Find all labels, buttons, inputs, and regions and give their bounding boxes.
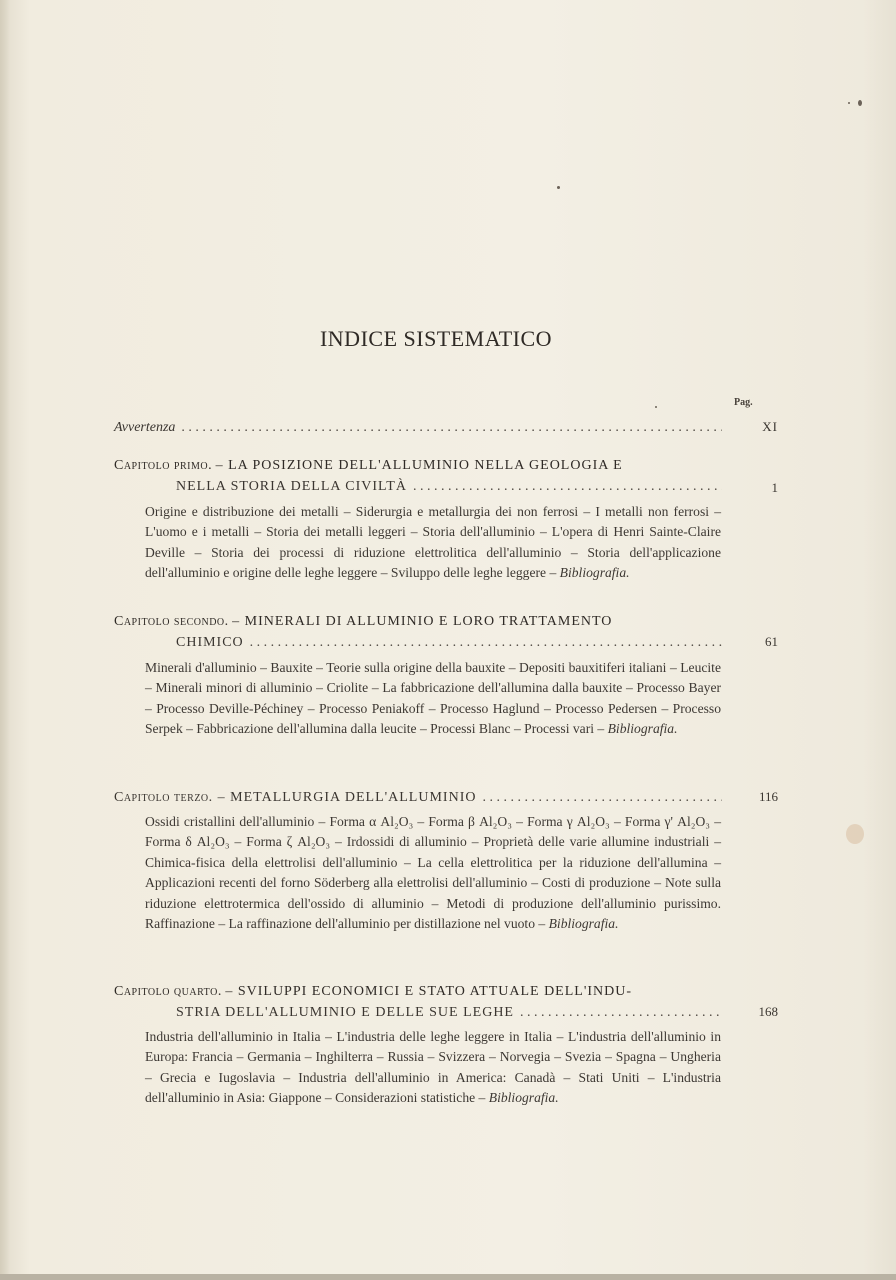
bibliography-label: Bibliografia.	[559, 565, 630, 581]
page-bottom-edge	[0, 1274, 896, 1280]
chapter-4-description	[145, 1027, 721, 1109]
chapter-2-title-line2	[176, 635, 722, 655]
bibliography-label: Bibliografia.	[488, 1090, 559, 1106]
bibliography-label: Bibliografia.	[607, 721, 678, 737]
chapter-3-description	[145, 812, 721, 934]
chapter-2-heading	[114, 614, 722, 630]
chapter-1-page: 1	[771, 480, 778, 495]
chapter-label: Capitolo terzo.	[114, 790, 213, 805]
paper-speck	[557, 186, 560, 189]
description-text: Ossidi cristallini dell'alluminio – Forma α Al₂O₃ – Forma β Al₂O₃ – Forma γ Al₂O₃ – Forma γ' Al₂O₃ – Forma δ Al₂O₃ – Forma ζ Al₂O₃ – Irdossidi di alluminio – Proprietà delle varie allumine industriali – Chimica-fisica della elettrolisi dell'alluminio – La cella elettrolitica per la riduzione dell'allumina – Applicazioni recenti del forno Söderberg alla elettrolisi dell'alluminio – Costi di produzione – Note sulla riduzione elettrotermica dell'ossido di alluminio – Metodi di produzione dell'alluminio purissimo. Raffinazione – La raffinazione dell'alluminio per distillazione nel vuoto –	[145, 814, 721, 932]
chapter-1-title-line2	[176, 479, 722, 499]
chapter-2-page: 61	[765, 634, 778, 649]
chapter-title: – MINERALI DI ALLUMINIO E LORO TRATTAMENTO	[232, 614, 613, 629]
chapter-title-continued: CHIMICO	[176, 635, 244, 650]
chapter-4-page: 168	[758, 1004, 778, 1019]
chapter-title: – SVILUPPI ECONOMICI E STATO ATTUALE DELL'INDU-	[225, 984, 633, 999]
chapter-title: – METALLURGIA DELL'ALLUMINIO	[217, 790, 477, 805]
toc-entry-avvertenza	[114, 420, 722, 440]
chapter-4-heading	[114, 984, 722, 1000]
dot-leader	[413, 479, 722, 495]
chapter-title: – LA POSIZIONE DELL'ALLUMINIO NELLA GEOLOGIA E	[215, 458, 623, 473]
chapter-2-description	[145, 658, 721, 740]
chapter-title-continued: NELLA STORIA DELLA CIVILTÀ	[176, 479, 407, 494]
page-title: INDICE SISTEMATICO	[319, 326, 553, 351]
page-left-edge	[0, 0, 10, 1280]
page-column-header: Pag.	[734, 397, 753, 408]
dot-leader	[520, 1005, 722, 1021]
chapter-label: Capitolo quarto.	[114, 984, 222, 999]
chapter-1-description	[145, 502, 721, 584]
chapter-1-heading	[114, 458, 722, 474]
description-text: Industria dell'alluminio in Italia – L'industria delle leghe leggere in Italia – L'industria dell'alluminio in Europa: Francia – Germania – Inghilterra – Russia – Svizzera – Norvegia – Svezia – Spagna – Ungheria – Grecia e Iugoslavia – Industria dell'alluminio in America: Canadà – Stati Uniti – L'industria dell'alluminio in Asia: Giappone – Considerazioni statistiche –	[145, 1029, 721, 1106]
dot-leader	[250, 635, 722, 651]
description-text: Origine e distribuzione dei metalli – Siderurgia e metallurgia dei non ferrosi – I metalli non ferrosi – L'uomo e i metalli – Storia dei metalli leggeri – Storia dell'alluminio – L'opera di Henri Sainte-Claire Deville – Storia dei processi di riduzione elettrolitica dell'alluminio – Storia dell'applicazione dell'alluminio e origine delle leghe leggere – Sviluppo delle leghe leggere –	[145, 504, 721, 581]
chapter-title-continued: STRIA DELL'ALLUMINIO E DELLE SUE LEGHE	[176, 1005, 514, 1020]
paper-stain	[846, 824, 864, 844]
dot-leader	[181, 420, 722, 436]
avvertenza-label: Avvertenza	[114, 420, 176, 435]
chapter-label: Capitolo secondo.	[114, 614, 229, 629]
chapter-3-heading	[114, 790, 722, 810]
paper-speck	[655, 406, 657, 408]
chapter-label: Capitolo primo.	[114, 458, 213, 473]
paper-speck	[858, 100, 862, 106]
paper-speck	[848, 102, 850, 104]
chapter-3-page: 116	[758, 789, 778, 804]
chapter-4-title-line2	[176, 1005, 722, 1025]
description-text: Minerali d'alluminio – Bauxite – Teorie sulla origine della bauxite – Depositi bauxitiferi italiani – Leucite – Minerali minori di alluminio – Criolite – La fabbricazione dell'allumina dalla bauxite – Processo Bayer – Processo Deville-Péchiney – Processo Peniakoff – Processo Haglund – Processo Pedersen – Processo Serpek – Fabbricazione dell'allumina dalla leucite – Processi Blanc – Processi vari –	[145, 660, 721, 737]
dot-leader	[482, 790, 722, 806]
avvertenza-page: XI	[762, 419, 778, 434]
bibliography-label: Bibliografia.	[548, 916, 619, 932]
page-right-edge	[864, 0, 896, 1280]
